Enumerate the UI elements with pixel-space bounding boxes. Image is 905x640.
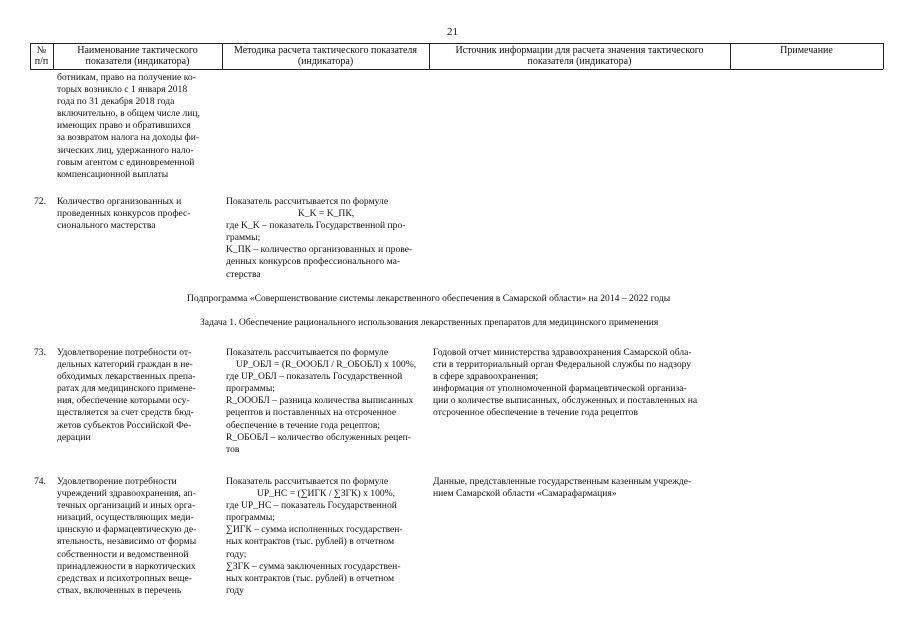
header-col-method: Методика расчета тактического показателя (индикатора) [233,45,418,67]
header-divider [883,43,884,69]
row72-name: Количество организованных и проведенных конкурсов профес- сионального мастерства [57,196,191,232]
header-top-border [30,43,883,44]
row73-name: Удовлетворение потребности от- дельных категорий граждан в не- обходимых лекарственных препа- ратах для медицинского примене- ния, обеспечение которыми осу- ществляется за счет средств бюд- жетов субъектов Российской Фе- дерации [57,347,196,443]
row73-method: Показатель рассчитывается по формуле UP_ОБЛ = (R_ОООБЛ / R_ОБОБЛ) х 100%, где UP_ОБЛ – показатель Государственной программы; R_ОООБЛ – разница количества выписанных рецептов и поставленных на отсроченное обеспечение в течение года рецептов; R_ОБОБЛ – количество обслуженных рецеп- тов [226,347,417,455]
row-number: 72. [34,196,46,207]
header-bottom-border [30,69,883,70]
header-col-note: Примечание [780,45,833,56]
header-col-number: № п/п [34,45,49,67]
row-number: 74. [34,476,46,487]
row73-source: Годовой отчет министерства здравоохранения Самарской обла- сти в территориальный орган Федеральной службы по надзору в сфере здравоохранения; информация от уполномоченной фармацевтической организа- ции о количестве выписанных, обслуженных и поставленных на отсроченное обеспечение в течение года рецептов [433,347,698,419]
row72-method: Показатель рассчитывается по формуле K_K = K_ПК, где K_K – показатель Государственной про- граммы; K_ПК – количество организованных и прове- денных конкурсов профессионального ма- стерства [226,196,413,280]
continuation-name-text: ботникам, право на получение ко- торых возникло с 1 января 2018 года по 31 декабря 2018 года включительно, в общем числе лиц, имеющих право и обратившихся за возвратом налога на доходы фи- зических лиц, удержанного нало- говым агентом с единовременной компенсационной выплаты [57,72,200,180]
row74-source: Данные, представленные государственным казенным учрежде- нием Самарской области «Самарафармация» [433,476,692,500]
header-col-source: Источник информации для расчета значения тактического показателя (индикатора) [455,45,704,67]
row-number: 73. [34,347,46,358]
row74-name: Удовлетворение потребности учреждений здравоохранения, ап- течных организаций и иных орга- низаций, осуществляющих меди- цинскую и фармацевтическую де- ятельность, независимо от формы собственности и ведомственной принадлежности в наркотических средствах и психотропных веще- ствах, включенных в перечень [57,476,197,596]
row74-method: Показатель рассчитывается по формуле UP_НС = (∑ИГК / ∑ЗГК) х 100%, где UP_НС – показатель Государственной программы; ∑ИГК – сумма исполненных государствен- ных контрактов (тыс. рублей) в отчетном году; ∑ЗГК – сумма заключенных государствен- ных контрактов (тыс. рублей) в отчетном году [226,476,403,596]
header-col-name: Наименование тактического показателя (индикатора) [77,45,198,67]
page-number: 21 [447,26,458,38]
